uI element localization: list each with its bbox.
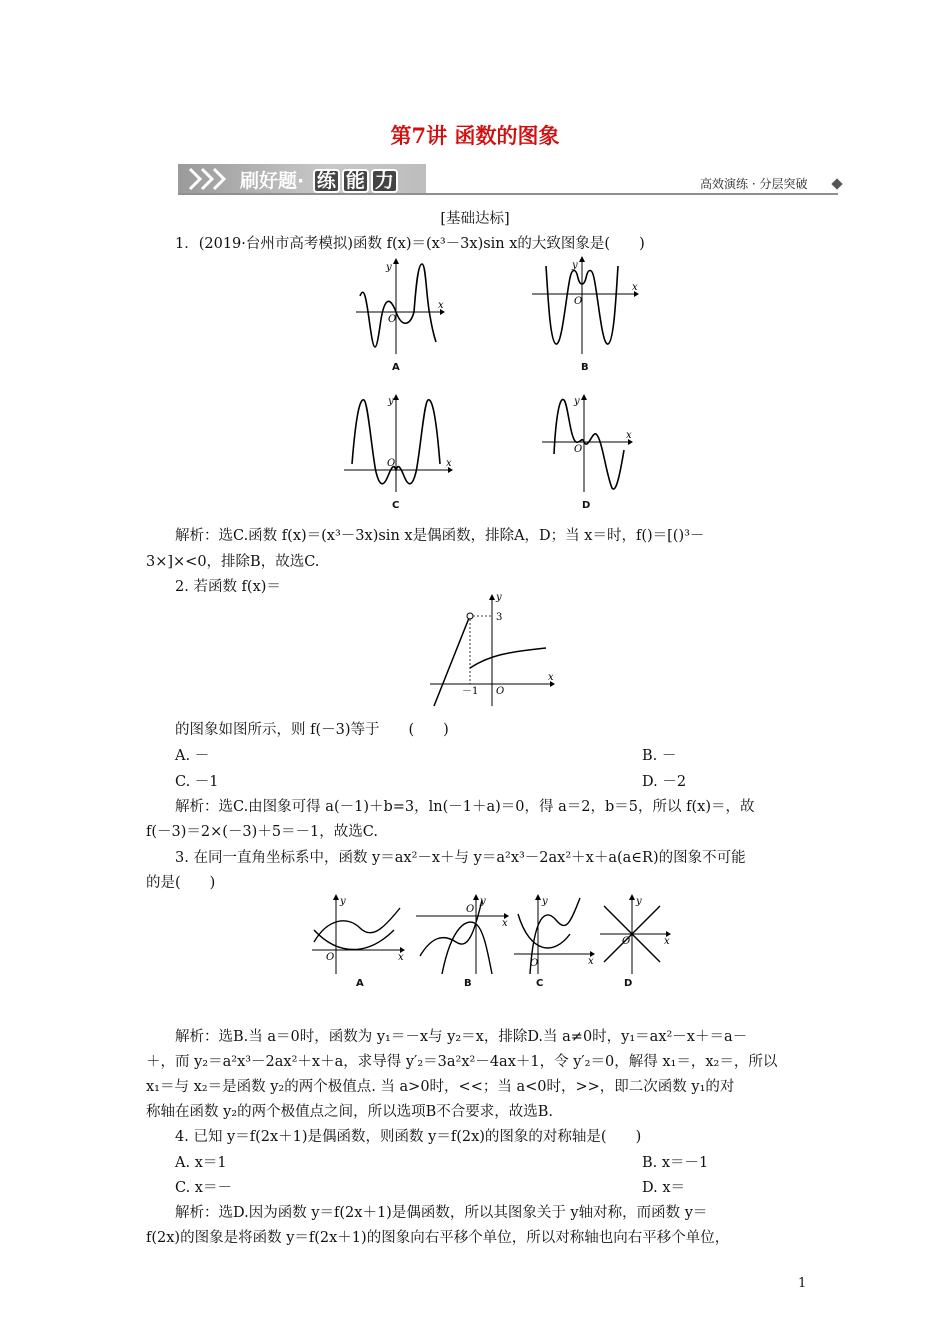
page-title: 第7讲 函数的图象 <box>390 123 560 148</box>
q3-label-c: C <box>536 978 544 989</box>
q4-stem: 4. 已知 y＝f(2x＋1)是偶函数，则函数 y＝f(2x)的图象的对称轴是( ) <box>175 1129 642 1145</box>
svg-text:O: O <box>387 458 396 469</box>
svg-text:－1: －1 <box>462 686 479 697</box>
svg-text:x: x <box>548 672 554 683</box>
q2-option-c: C. －1 <box>175 774 219 790</box>
q2-option-a: A. － <box>175 748 210 764</box>
svg-text:y: y <box>386 262 392 273</box>
q2-solution-line1: 解析：选C.由图象可得 a(－1)＋b=3，ln(－1＋a)＝0，得 a＝2，b＝5，所以 f(x)＝，故 <box>175 799 755 815</box>
q4-solution-line2: f(2x)的图象是将函数 y＝f(2x＋1)的图象向右平移个单位，所以对称轴也向右平移个单位， <box>146 1230 730 1246</box>
q4-solution-line1: 解析：选D.因为函数 y＝f(2x＋1)是偶函数，所以其图象关于 y轴对称，而函数 y＝ <box>175 1205 708 1221</box>
q3-solution-line2: ＋，而 y₂＝a²x³－2ax²＋x＋a，求导得 y′₂＝3a²x²－4ax＋1，令 y′₂＝0，解得 x₁＝，x₂＝，所以 <box>146 1054 778 1070</box>
svg-text:y: y <box>542 896 548 907</box>
chevron-icon <box>186 166 236 192</box>
svg-text:x: x <box>446 458 452 469</box>
banner-underline <box>178 193 838 195</box>
svg-text:x: x <box>398 952 404 963</box>
svg-text:O: O <box>388 314 397 325</box>
svg-text:x: x <box>438 300 444 311</box>
q2-solution-line2: f(－3)＝2×(－3)＋5＝－1，故选C. <box>146 824 378 840</box>
q1-graph-b <box>530 256 642 356</box>
q4-option-c: C. x＝－ <box>175 1180 232 1196</box>
svg-text:x: x <box>632 282 638 293</box>
svg-text:y: y <box>572 260 578 271</box>
q1-label-a: A <box>392 362 400 373</box>
svg-text:O: O <box>622 936 631 947</box>
q3-graph-b <box>412 894 512 976</box>
diamond-icon <box>831 178 842 189</box>
q1-graph-a <box>352 256 447 356</box>
q3-graph-d <box>596 894 676 976</box>
svg-text:y: y <box>574 396 580 407</box>
q2-option-d: D. －2 <box>642 774 687 790</box>
q3-stem-line2: 的是( ) <box>146 875 216 891</box>
q1-label-d: D <box>582 500 591 511</box>
q3-solution-line3: x₁＝与 x₂＝是函数 y₂的两个极值点. 当 a>0时，<<；当 a<0时，>>，即二次函数 y₁的对 <box>146 1079 735 1095</box>
q3-label-b: B <box>464 978 472 989</box>
svg-text:O: O <box>530 958 539 969</box>
q3-solution-line1: 解析：选B.当 a＝0时，函数为 y₁＝－x与 y₂＝x，排除D.当 a≠0时，y₁＝ax²－x＋＝a－ <box>175 1029 748 1045</box>
q1-solution-line2: 3×]×<0，排除B，故选C. <box>146 554 320 570</box>
q3-label-d: D <box>624 978 633 989</box>
svg-text:y: y <box>636 896 642 907</box>
svg-text:3: 3 <box>496 612 503 623</box>
svg-text:O: O <box>574 296 583 307</box>
q3-graph-a <box>308 894 408 976</box>
q4-option-a: A. x＝1 <box>175 1155 227 1171</box>
svg-text:x: x <box>502 918 508 929</box>
q1-graph-d <box>540 394 636 494</box>
q1-stem: 1．(2019·台州市高考模拟)函数 f(x)＝(x³－3x)sin x的大致图象是( ) <box>175 236 645 252</box>
svg-text:O: O <box>466 904 475 915</box>
q3-stem-line1: 3. 在同一直角坐标系中，函数 y＝ax²－x＋与 y＝a²x³－2ax²＋x＋a(a∈R)的图象不可能 <box>175 850 746 866</box>
q3-graph-c <box>510 894 600 976</box>
q1-label-c: C <box>392 500 400 511</box>
banner-subtitle: 高效演练 · 分层突破 <box>700 177 808 191</box>
q2-option-b: B. － <box>642 748 677 764</box>
q3-solution-line4: 称轴在函数 y₂的两个极值点之间，所以选项B不合要求，故选B. <box>146 1104 554 1120</box>
q3-label-a: A <box>356 978 364 989</box>
q1-solution-line1: 解析：选C.函数 f(x)＝(x³－3x)sin x是偶函数，排除A，D；当 x＝时，f()＝[()³－ <box>175 528 705 544</box>
svg-text:O: O <box>326 952 335 963</box>
q2-stem: 2. 若函数 f(x)＝ <box>175 579 281 595</box>
q1-graph-c <box>340 394 456 494</box>
svg-text:y: y <box>480 896 486 907</box>
svg-text:O: O <box>496 686 505 697</box>
q2-tail: 的图象如图所示，则 f(－3)等于 ( ) <box>175 722 449 738</box>
section-heading: [基础达标] <box>440 211 510 227</box>
svg-text:y: y <box>496 592 502 603</box>
q4-option-d: D. x＝ <box>642 1180 686 1196</box>
q2-graph <box>426 590 558 710</box>
svg-text:x: x <box>588 956 594 967</box>
svg-text:x: x <box>626 430 632 441</box>
banner-title: 刷好题· 练 能 力 <box>240 166 398 193</box>
svg-text:O: O <box>574 444 583 455</box>
q4-option-b: B. x＝－1 <box>642 1155 709 1171</box>
svg-text:y: y <box>388 396 394 407</box>
svg-text:y: y <box>340 896 346 907</box>
svg-text:x: x <box>664 936 670 947</box>
page-number: 1 <box>798 1276 807 1291</box>
q1-label-b: B <box>581 362 589 373</box>
